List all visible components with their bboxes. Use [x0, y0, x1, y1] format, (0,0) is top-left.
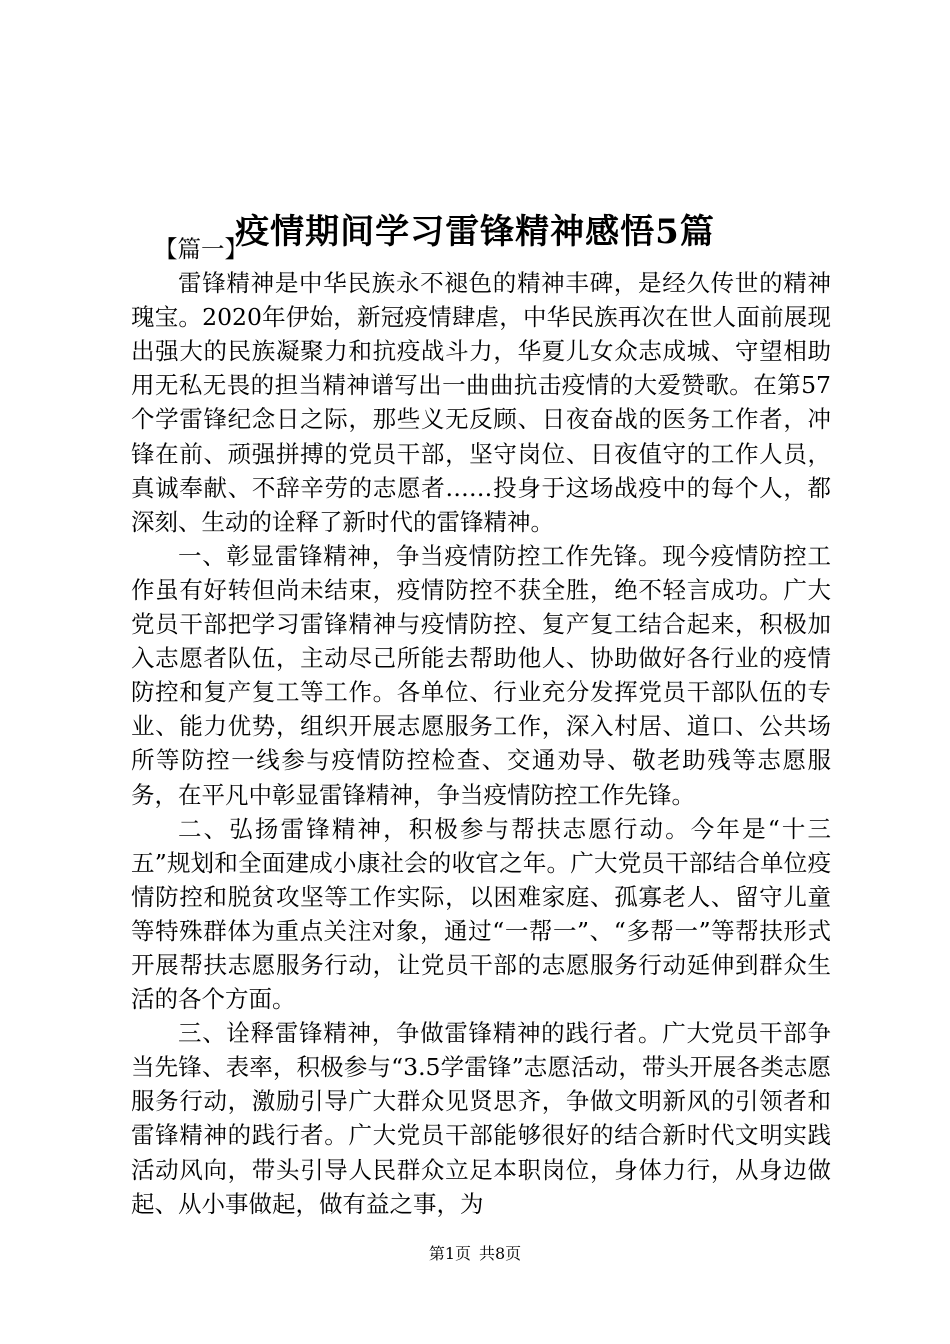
page-total: 共8页	[479, 1244, 522, 1263]
paragraph-section-three: 三、诠释雷锋精神，争做雷锋精神的践行者。广大党员干部争当先锋、表率，积极参与“3.5学雷锋”志愿活动，带头开展各类志愿服务行动，激励引导广大群众见贤思齐，争做文明新风的引领者和雷锋精神的践行者。广大党员干部能够很好的结合新时代文明实践活动风向，带头引导人民群众立足本职岗位，身体力行，从身边做起、从小事做起，做有益之事，为	[131, 1019, 831, 1218]
paragraph-intro: 雷锋精神是中华民族永不褪色的精神丰碑，是经久传世的精神瑰宝。2020年伊始，新冠疫情肆虐，中华民族再次在世人面前展现出强大的民族凝聚力和抗疫战斗力，华夏儿女众志成城、守望相助用无私无畏的担当精神谱写出一曲曲抗击疫情的大爱赞歌。在第57个学雷锋纪念日之际，那些义无反顾、日夜奋战的医务工作者，冲锋在前、顽强拼搏的党员干部，坚守岗位、日夜值守的工作人员，真诚奉献、不辞辛劳的志愿者……投身于这场战疫中的每个人，都深刻、生动的诠释了新时代的雷锋精神。	[131, 269, 831, 536]
section-label: 【篇一】	[154, 235, 248, 263]
paragraph-section-one: 一、彰显雷锋精神，争当疫情防控工作先锋。现今疫情防控工作虽有好转但尚未结束，疫情防控不获全胜，绝不轻言成功。广大党员干部把学习雷锋精神与疫情防控、复产复工结合起来，积极加入志愿者队伍，主动尽己所能去帮助他人、协助做好各行业的疫情防控和复产复工等工作。各单位、行业充分发挥党员干部队伍的专业、能力优势，组织开展志愿服务工作，深入村居、道口、公共场所等防控一线参与疫情防控检查、交通劝导、敬老助残等志愿服务，在平凡中彰显雷锋精神，争当疫情防控工作先锋。	[131, 541, 831, 809]
paragraph-section-two: 二、弘扬雷锋精神，积极参与帮扶志愿行动。今年是“十三五”规划和全面建成小康社会的收官之年。广大党员干部结合单位疫情防控和脱贫攻坚等工作实际，以困难家庭、孤寡老人、留守儿童等特殊群体为重点关注对象，通过“一帮一”、“多帮一”等帮扶形式开展帮扶志愿服务行动，让党员干部的志愿服务行动延伸到群众生活的各个方面。	[131, 814, 831, 1014]
document-title: 疫情期间学习雷锋精神感悟5篇	[235, 211, 715, 252]
page-footer	[0, 1242, 950, 1266]
page-number: 第1页	[428, 1244, 471, 1263]
document-body	[131, 232, 831, 1221]
